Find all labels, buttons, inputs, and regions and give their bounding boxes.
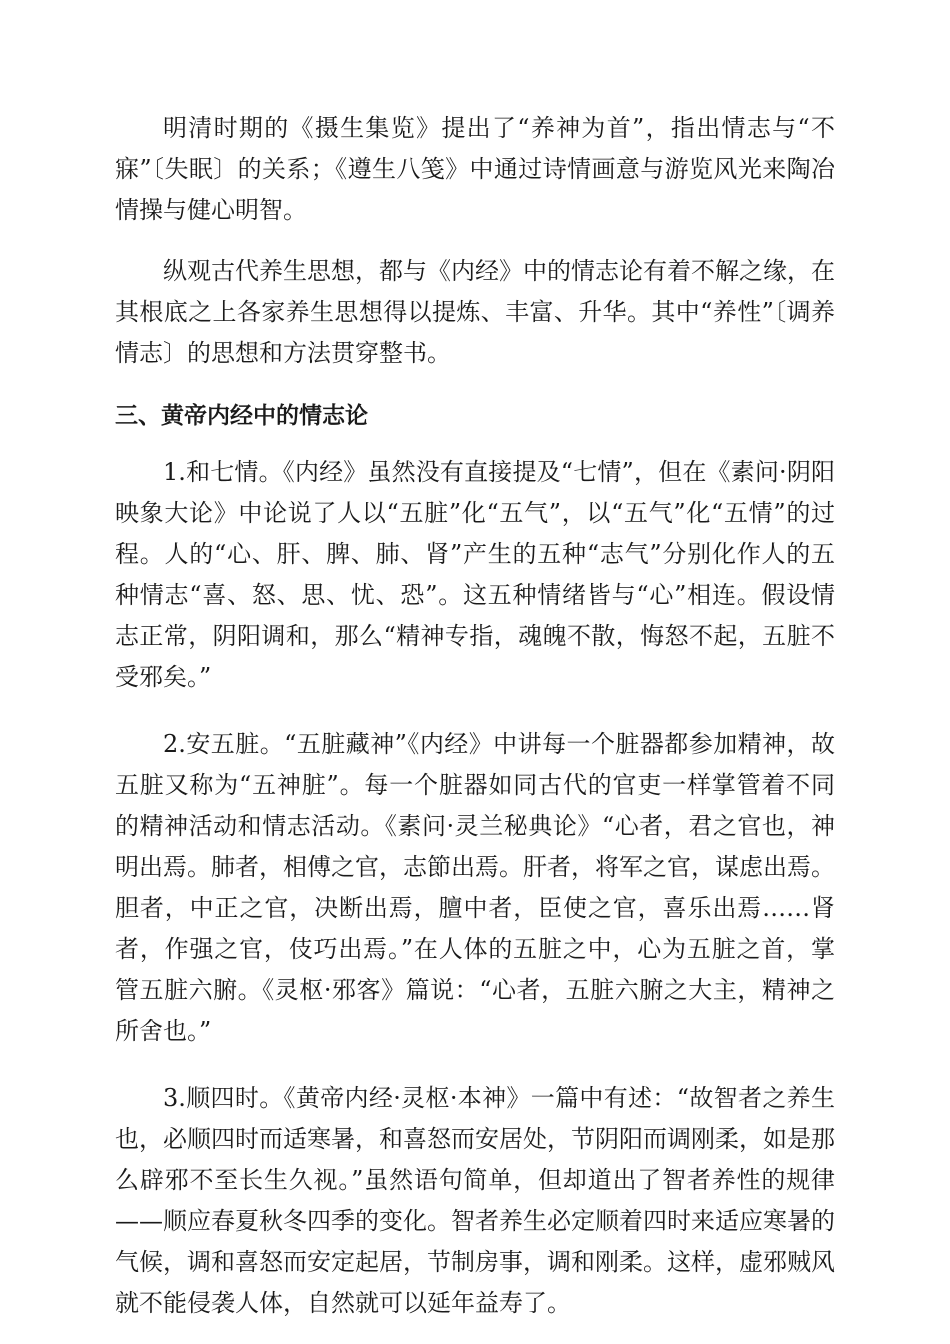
item-an-wu-zang: 2.安五脏。“五脏藏神”《内经》中讲每一个脏器都参加精神，故五脏又称为“五神脏”。每一个脏器如同古代的官吏一样掌管着不同的精神活动和情志活动。《素问·灵兰秘典论》“心者，君之官也，神明出焉。肺者，相傅之官，志節出焉。肝者，将军之官，谋虑出焉。胆者，中正之官，决断出焉，膻中者，臣使之官，喜乐出焉……肾者，作强之官，伎巧出焉。”在人体的五脏之中，心为五脏之首，掌管五脏六腑。《灵枢·邪客》篇说：“心者，五脏六腑之大主，精神之所舍也。” — [115, 730, 835, 1045]
paragraph-ming-qing: 明清时期的《摄生集览》提出了“养神为首”，指出情志与“不寐”〔失眠〕的关系；《遵生八笺》中通过诗情画意与游览风光来陶冶情操与健心明智。 — [115, 114, 835, 224]
item-shun-si-shi: 3.顺四时。《黄帝内经·灵枢·本神》一篇中有述：“故智者之养生也，必顺四时而适寒暑，和喜怒而安居处，节阴阳而调刚柔，如是那么辟邪不至长生久视。”虽然语句简单，但却道出了智者养性的规律——顺应春夏秋冬四季的变化。智者养生必定顺着四时来适应寒暑的气候，调和喜怒而安定起居，节制房事，调和刚柔。这样，虚邪贼风就不能侵袭人体，自然就可以延年益寿了。 — [115, 1084, 835, 1317]
document-page — [115, 108, 835, 1324]
item-he-qi-qing: 1.和七情。《内经》虽然没有直接提及“七情”，但在《素问·阴阳映象大论》中论说了人以“五脏”化“五气”，以“五气”化“五情”的过程。人的“心、肝、脾、肺、肾”产生的五种“志气”分别化作人的五种情志“喜、怒、思、忧、恐”。这五种情绪皆与“心”相连。假设情志正常，阴阳调和，那么“精神专指，魂魄不散，悔怒不起，五脏不受邪矣。” — [115, 458, 835, 691]
section-heading: 三、黄帝内经中的情志论 — [115, 403, 368, 429]
paragraph-overview: 纵观古代养生思想，都与《内经》中的情志论有着不解之缘，在其根底之上各家养生思想得以提炼、丰富、升华。其中“养性”〔调养情志〕的思想和方法贯穿整书。 — [115, 257, 835, 367]
